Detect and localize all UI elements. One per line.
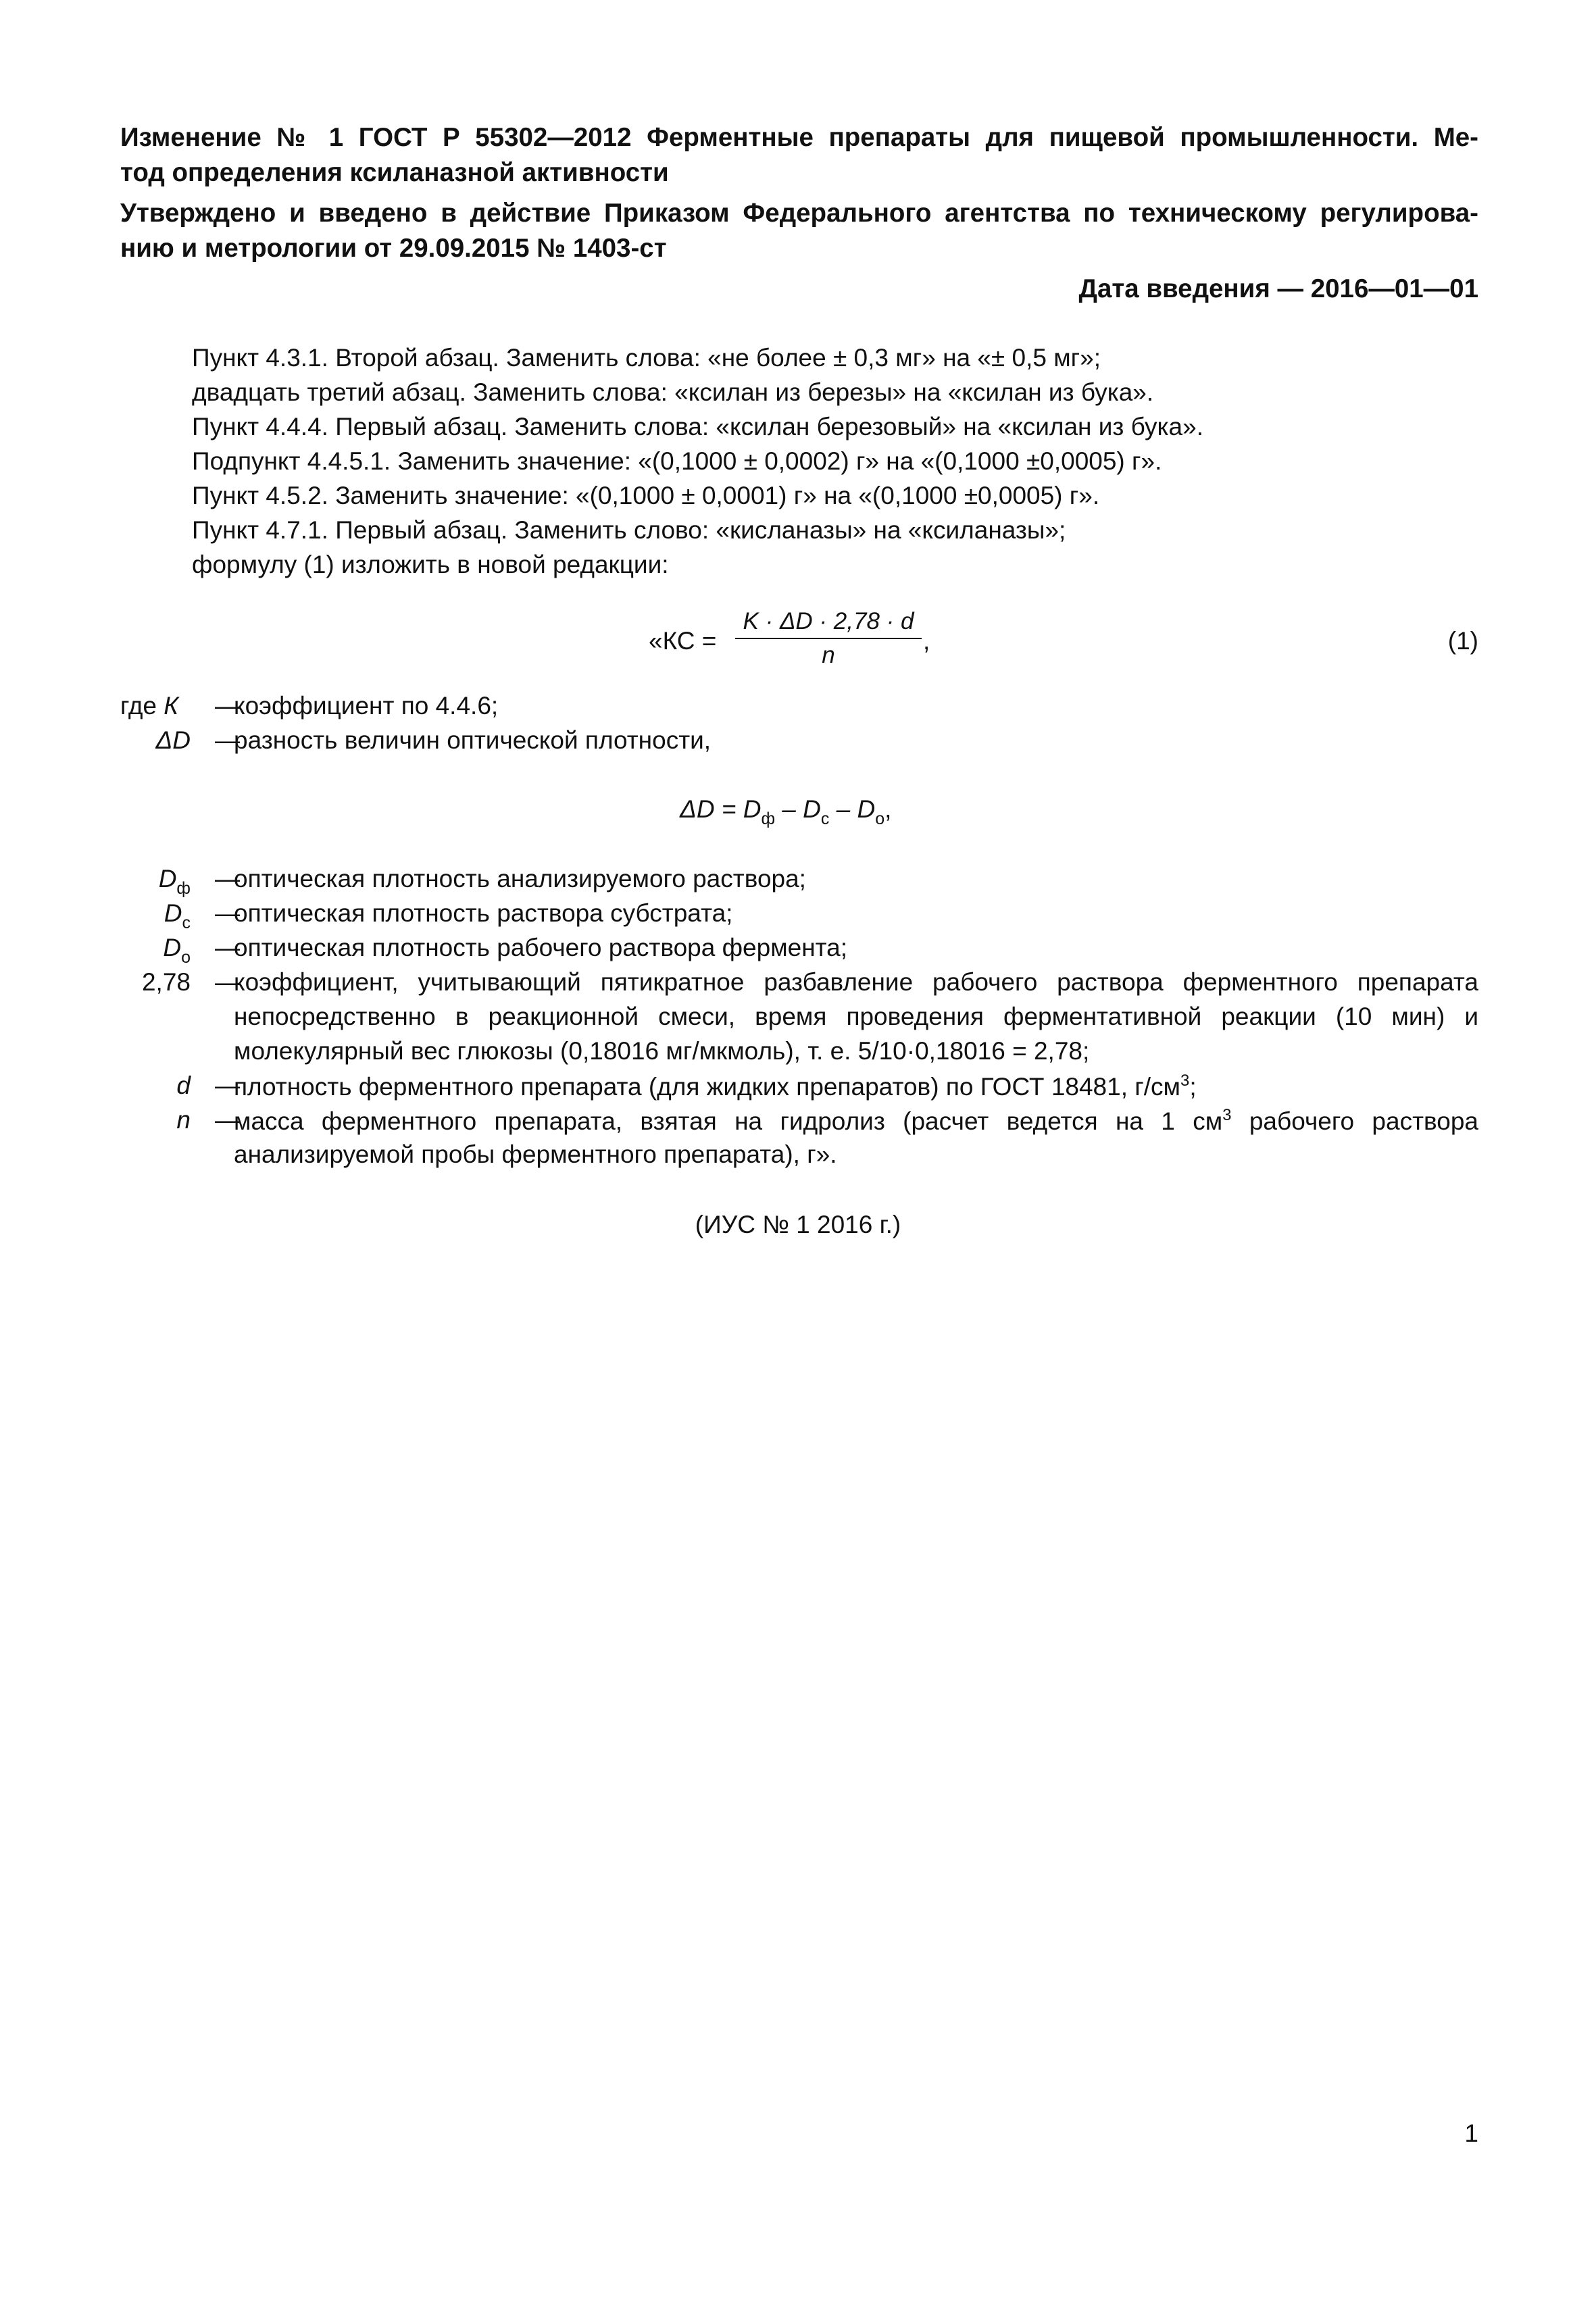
definition-n-line-1 [234, 1106, 1478, 1136]
amendment-line: Пункт 4.4.4. Первый абзац. Заменить слова: «ксилан березовый» на «ксилан из бука». [192, 413, 1203, 441]
amendment-line: Пункт 4.3.1. Второй абзац. Заменить слова: «не более ± 0,3 мг» на «± 0,5 мг»; [192, 344, 1101, 372]
symbol-n: n [176, 1106, 191, 1134]
title-line-2: тод определения ксиланазной активности [120, 158, 669, 187]
symbol-d-f [159, 865, 191, 899]
definition-text: плотность ферментного препарата (для жидких препаратов) по ГОСТ 18481, г/см [234, 1073, 1180, 1101]
em-dash: — [215, 934, 240, 961]
approval-line-2: нию и метрологии от 29.09.2015 № 1403-ст [120, 234, 667, 263]
approval-line-1: Утверждено и введено в действие Приказом Федерального агентства по техническому регулирова- [120, 199, 1478, 228]
symbol-d: D [164, 899, 182, 927]
formula-2-sub: о [875, 809, 885, 828]
definition-d-density [234, 1072, 1197, 1101]
superscript: 3 [1180, 1072, 1190, 1090]
em-dash: — [215, 865, 240, 892]
em-dash: — [215, 726, 240, 754]
formula-2 [680, 795, 891, 829]
symbol-k: К [164, 692, 179, 720]
formula-number: (1) [1447, 627, 1478, 655]
definition-tail: ; [1189, 1073, 1197, 1101]
symbol-2-78: 2,78 [141, 968, 191, 996]
em-dash: — [215, 1072, 240, 1099]
em-dash: — [215, 1106, 240, 1134]
amendment-line: Подпункт 4.4.5.1. Заменить значение: «(0,1000 ± 0,0002) г» на «(0,1000 ±0,0005) г». [192, 447, 1162, 475]
symbol-sub: ф [176, 879, 191, 898]
formula-1-numerator-text: K · ΔD · 2,78 · d [743, 608, 914, 634]
definition-n-line-2: анализируемой пробы ферментного препарата), г». [234, 1140, 837, 1168]
definition-d-c: оптическая плотность раствора субстрата; [234, 899, 733, 927]
em-dash: — [215, 968, 240, 996]
symbol-d-density: d [176, 1072, 191, 1099]
definition-text: масса ферментного препарата, взятая на гидролиз (расчет ведется на 1 см [234, 1107, 1223, 1135]
title-line-1: Изменение № 1 ГОСТ Р 55302—2012 Ферментные препараты для пищевой промышленности. Ме- [120, 123, 1478, 152]
em-dash: — [215, 692, 240, 720]
amendment-line: двадцать третий абзац. Заменить слова: «ксилан из березы» на «ксилан из бука». [192, 378, 1154, 406]
amendment-line: Пункт 4.7.1. Первый абзац. Заменить слово: «кисланазы» на «ксиланазы»; [192, 516, 1066, 544]
effective-date: Дата введения — 2016—01—01 [1078, 274, 1478, 303]
definition-2-78-line-2: непосредственно в реакционной смеси, время проведения ферментативной реакции (10 мин) и [234, 1003, 1478, 1030]
symbol-d-o [163, 934, 191, 967]
symbol-sub: о [181, 948, 191, 967]
amendment-line: формулу (1) изложить в новой редакции: [192, 551, 669, 578]
formula-2-tail: , [884, 795, 892, 823]
definition-text: рабочего раствора [1231, 1107, 1478, 1135]
symbol-d: D [163, 934, 182, 961]
formula-2-part: – D [775, 795, 821, 823]
symbol-d-c [164, 899, 191, 933]
symbol-d: D [158, 865, 177, 892]
formula-1-denominator: n [822, 642, 835, 668]
where-word: где [120, 692, 157, 720]
em-dash: — [215, 899, 240, 927]
where-prefix [120, 692, 178, 720]
definition-k: коэффициент по 4.4.6; [234, 692, 499, 720]
formula-2-part: ΔD = D [680, 795, 762, 823]
source-reference: (ИУС № 1 2016 г.) [695, 1211, 901, 1238]
definition-2-78-line-3: молекулярный вес глюкозы (0,18016 мг/мкмоль), т. е. 5/10·0,18016 = 2,78; [234, 1037, 1090, 1065]
definition-delta-d: разность величин оптической плотности, [234, 726, 712, 754]
definition-d-f: оптическая плотность анализируемого раствора; [234, 865, 806, 892]
formula-1-lhs: «КС = [649, 627, 717, 655]
fraction-bar [735, 638, 922, 639]
formula-2-part: – D [829, 795, 876, 823]
formula-2-sub: с [820, 809, 830, 828]
symbol-delta-d: ΔD [155, 726, 191, 754]
formula-1-comma: , [923, 627, 930, 655]
symbol-sub: с [182, 913, 191, 932]
approval-statement [120, 196, 1478, 270]
amendment-line: Пункт 4.5.2. Заменить значение: «(0,1000 ± 0,0001) г» на «(0,1000 ±0,0005) г». [192, 482, 1100, 509]
amendment-title [120, 120, 1478, 195]
page-number: 1 [1464, 2119, 1478, 2147]
definition-2-78-line-1: коэффициент, учитывающий пятикратное разбавление рабочего раствора ферментного препарата [234, 968, 1478, 996]
definition-d-o: оптическая плотность рабочего раствора фермента; [234, 934, 848, 961]
formula-1-numerator [735, 607, 922, 635]
formula-2-sub: ф [761, 809, 776, 828]
superscript: 3 [1222, 1106, 1232, 1124]
